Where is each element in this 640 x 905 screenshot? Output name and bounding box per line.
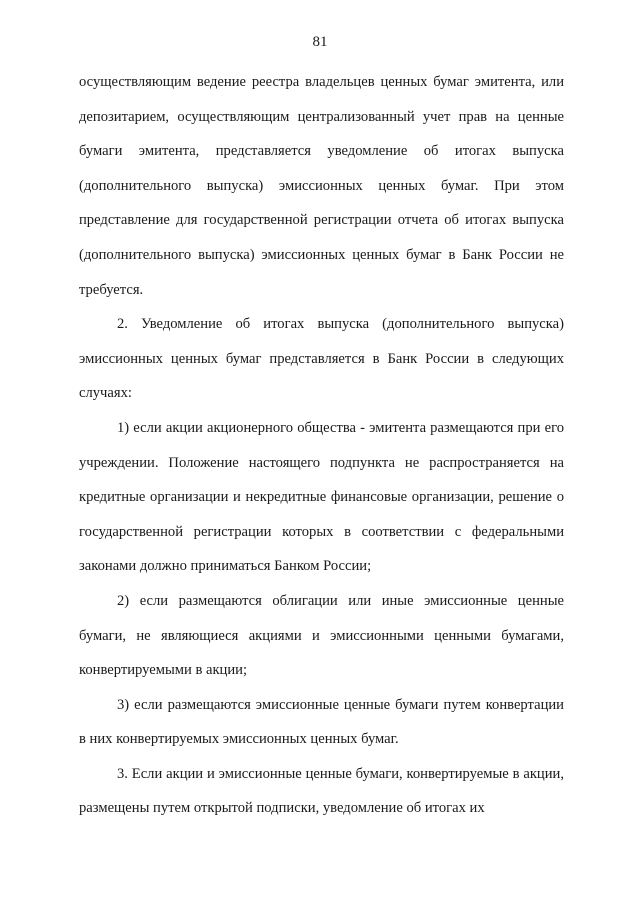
paragraph-subclause-2: 2) если размещаются облигации или иные эмиссионные ценные бумаги, не являющиеся акциями и эмиссионными ценными бумагами, конвертируемыми в акции; <box>79 592 564 679</box>
document-body <box>79 65 564 826</box>
paragraph-subclause-1: 1) если акции акционерного общества - эмитента размещаются при его учреждении. Положение настоящего подпункта не распространяется на кредитные организации и некредитные финансовые организации, решение о государственной регистрации которых в соответствии с федеральными законами должно приниматься Банком России; <box>79 419 564 575</box>
paragraph-continuation: осуществляющим ведение реестра владельцев ценных бумаг эмитента, или депозитарием, осуществляющим централизованный учет прав на ценные бумаги эмитента, представляется уведомление об итогах выпуска (дополнительного выпуска) эмиссионных ценных бумаг. При этом представление для государственной регистрации отчета об итогах выпуска (дополнительного выпуска) эмиссионных ценных бумаг в Банк России не требуется. <box>79 74 564 298</box>
paragraph-subclause-3: 3) если размещаются эмиссионные ценные бумаги путем конвертации в них конвертируемых эмиссионных ценных бумаг. <box>79 696 564 748</box>
page-number: 81 <box>312 34 328 50</box>
paragraph-clause-2: 2. Уведомление об итогах выпуска (дополнительного выпуска) эмиссионных ценных бумаг представляется в Банк России в следующих случаях: <box>79 316 564 402</box>
paragraph-clause-3: 3. Если акции и эмиссионные ценные бумаги, конвертируемые в акции, размещены путем открытой подписки, уведомление об итогах их <box>79 765 564 817</box>
